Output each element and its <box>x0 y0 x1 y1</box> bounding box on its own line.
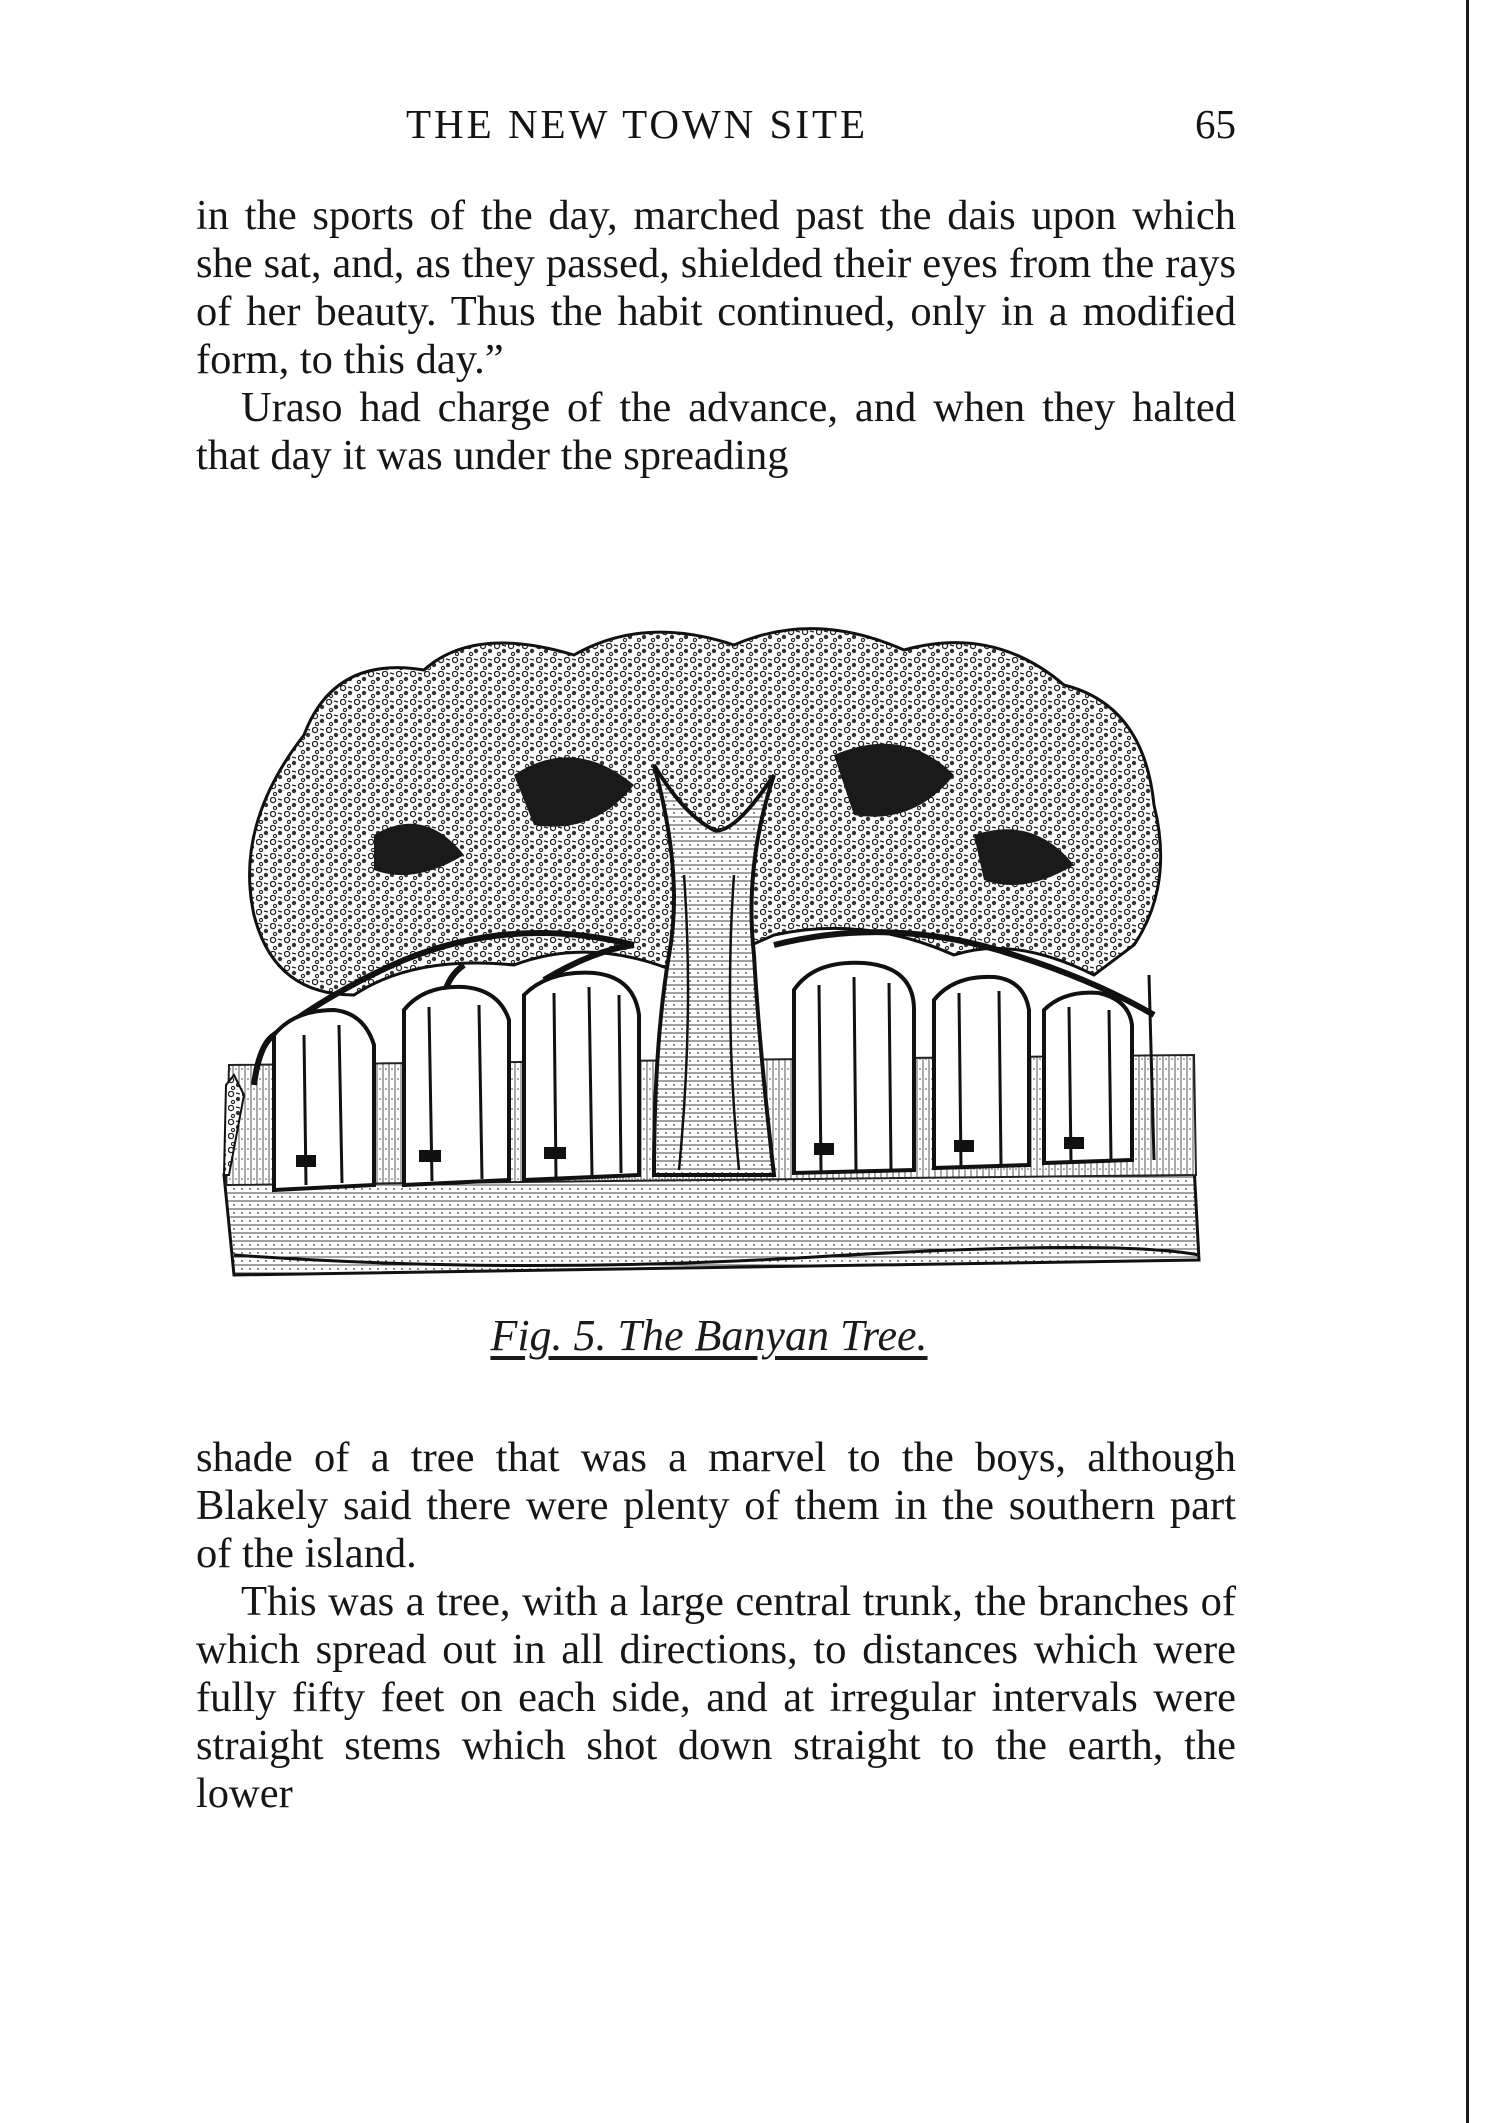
page-edge-line <box>1466 0 1469 2123</box>
banyan-tree-illustration <box>214 615 1204 1305</box>
body-text-bottom <box>196 1434 1236 1818</box>
paragraph-4: This was a tree, with a large central trunk, the branches of which spread out in all directions, to distances which were fully fifty feet on each side, and at irregular intervals were straight stems which shot down straight to the earth, the lower <box>196 1578 1236 1817</box>
paragraph-3: shade of a tree that was a marvel to the boys, although Blakely said there were plenty of them in the southern part of the island. <box>196 1434 1236 1577</box>
running-head <box>196 100 1236 160</box>
figure-caption: Fig. 5. The Banyan Tree. <box>490 1311 928 1360</box>
paragraph-2: Uraso had charge of the advance, and when they halted that day it was under the spreading <box>196 384 1236 479</box>
running-title: THE NEW TOWN SITE <box>406 101 869 147</box>
paragraph-1: in the sports of the day, marched past the dais upon which she sat, and, as they passed, shielded their eyes from the rays of her beauty. Thus the habit continued, only in a modified form, to this day.” <box>196 192 1236 383</box>
page-number: 65 <box>1195 101 1236 147</box>
body-text-top <box>196 192 1236 480</box>
